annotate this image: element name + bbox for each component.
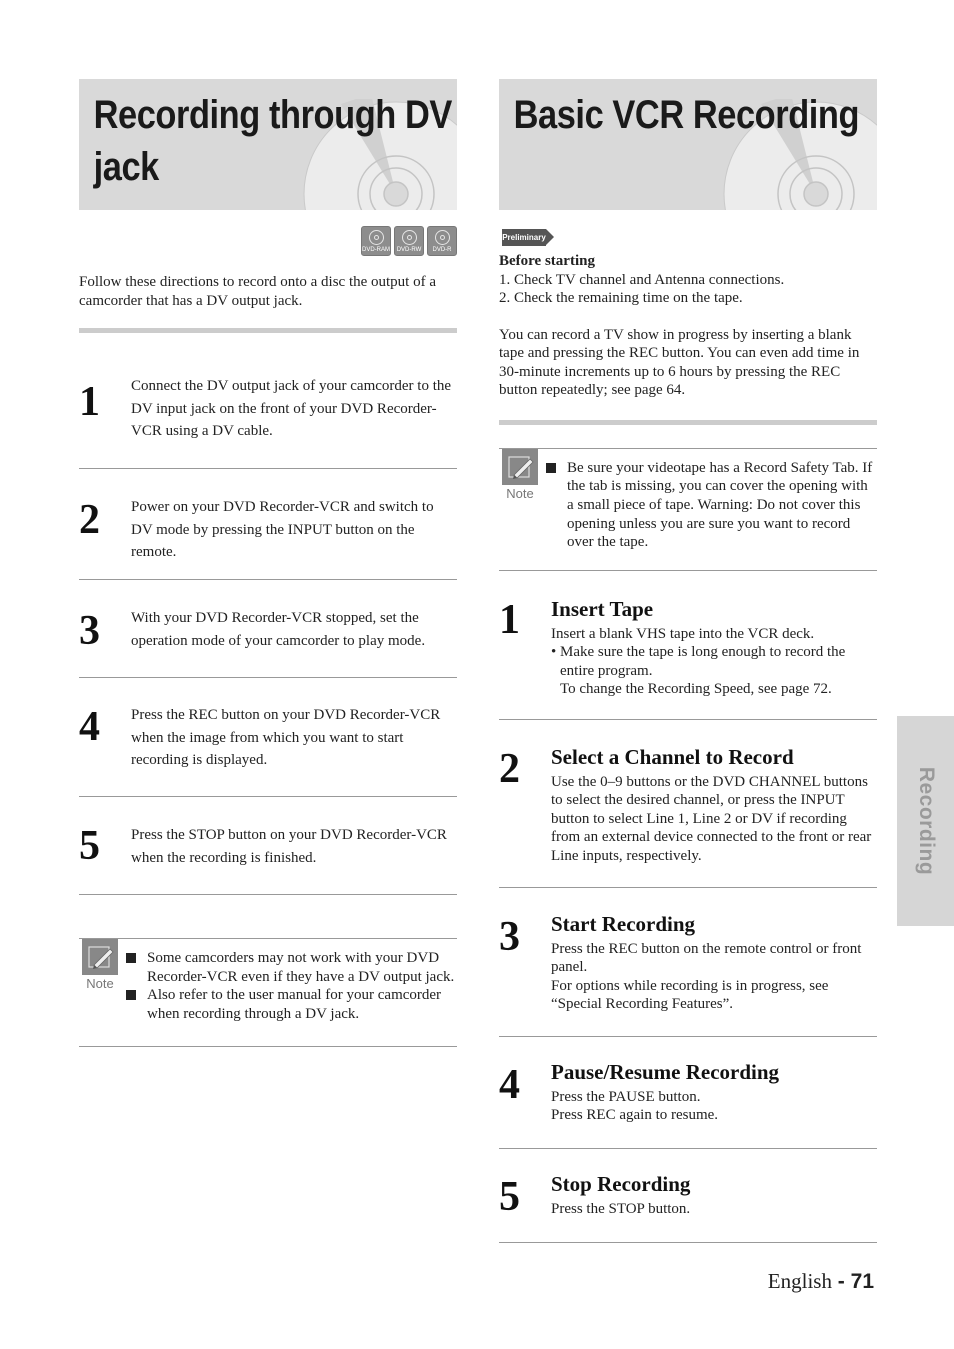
- step-number: 3: [499, 913, 520, 960]
- note-item: Be sure your videotape has a Record Safety Tab. If the tab is missing, you can cover the opening with a small piece of tape. Warning: Do not cover this opening unless you are sure you want to record over the tape.: [545, 459, 877, 553]
- step-text: Use the 0–9 buttons or the DVD CHANNEL buttons to select the desired channel, or press the INPUT button to select Line 1, Line 2 or DV if recording from an external device connected to the front or rear Line inputs, respectively.: [551, 773, 872, 864]
- step-number: 1: [79, 379, 100, 425]
- step-number: 4: [79, 704, 100, 750]
- footer-language: English: [767, 1269, 832, 1293]
- step-number: 2: [79, 497, 100, 543]
- disc-icon: [435, 230, 450, 245]
- intro-text: Follow these directions to record onto a disc the output of a camcorder that has a DV output jack.: [79, 274, 437, 309]
- step-number: 1: [499, 596, 520, 643]
- vcr-step-1: [499, 571, 877, 720]
- left-column: [79, 79, 457, 1047]
- step-number: 5: [79, 823, 100, 869]
- step-heading: Select a Channel to Record: [551, 744, 794, 769]
- step-text: Power on your DVD Recorder-VCR and switch to DV mode by pressing the INPUT button on the remote.: [131, 499, 434, 560]
- step-number: 5: [499, 1173, 520, 1220]
- step-number: 2: [499, 745, 520, 792]
- dv-step-5: [79, 797, 457, 895]
- preliminary-tag: Preliminary: [499, 229, 559, 246]
- step-heading: Insert Tape: [551, 596, 654, 621]
- right-column: [499, 79, 877, 1243]
- note-item: Also refer to the user manual for your camcorder when recording through a DV jack.: [125, 986, 457, 1023]
- note-pencil-icon: Note: [502, 449, 538, 501]
- dv-step-1: [79, 333, 457, 469]
- page-footer: English - 71: [767, 1269, 874, 1293]
- section-side-tab: Recording: [897, 716, 954, 926]
- right-title-banner: [499, 79, 877, 210]
- page-title-right: Basic VCR Recording: [513, 93, 860, 137]
- right-note: [499, 448, 877, 571]
- dvd-ram-badge: DVD-RAM: [361, 226, 391, 256]
- step-heading: Pause/Resume Recording: [551, 1059, 780, 1084]
- step-text: Press the STOP button on your DVD Recorder-VCR when the recording is finished.: [131, 827, 447, 866]
- step-heading: Start Recording: [551, 911, 696, 936]
- dv-step-3: [79, 580, 457, 678]
- intro-paragraph: You can record a TV show in progress by inserting a blank tape and pressing the REC button. You can even add time in 30-minute increments up to 6 hours by pressing the REC button repeatedly; see page 64.: [499, 326, 860, 398]
- step-text: Press the REC button on your DVD Recorder-VCR when the image from which you want to start recording is displayed.: [131, 707, 441, 768]
- before-starting: Before starting 1. Check TV channel and Antenna connections. 2. Check the remaining time on the tape.: [499, 253, 785, 306]
- page-number: 71: [850, 1270, 874, 1293]
- step-text: Press the STOP button.: [551, 1200, 691, 1217]
- step-text: With your DVD Recorder-VCR stopped, set the operation mode of your camcorder to play mode.: [131, 610, 426, 649]
- dv-step-4: [79, 678, 457, 797]
- note-list: [545, 459, 877, 553]
- dvd-rw-badge: DVD-RW: [394, 226, 424, 256]
- step-text: Press the REC button on the remote control or front panel. For options while recording is in progress, see “Special Recording Features”.: [551, 940, 862, 1012]
- step-text: Connect the DV output jack of your camcorder to the DV input jack on the front of your DVD Recorder-VCR using a DV cable.: [131, 378, 452, 439]
- vcr-step-5: [499, 1149, 877, 1243]
- left-note: [79, 938, 457, 1047]
- note-item: Some camcorders may not work with your DVD Recorder-VCR even if they have a DV output jack.: [125, 949, 457, 986]
- left-title-banner: [79, 79, 457, 210]
- step-heading: Stop Recording: [551, 1171, 691, 1196]
- arrow-icon: [546, 229, 554, 245]
- dv-step-2: [79, 469, 457, 580]
- step-number: 4: [499, 1061, 520, 1108]
- note-pencil-icon: Note: [82, 939, 118, 991]
- section-divider: [499, 420, 877, 425]
- step-text: Press the PAUSE button. Press REC again to resume.: [551, 1088, 719, 1123]
- page-title-left: Recording through DV jack: [93, 93, 452, 189]
- step-number: 3: [79, 608, 100, 654]
- dvd-r-badge: DVD-R: [427, 226, 457, 256]
- disc-type-badges: [79, 226, 457, 256]
- vcr-step-3: [499, 888, 877, 1037]
- step-text: Insert a blank VHS tape into the VCR deck. • Make sure the tape is long enough to record the entire program. To change the Recording Speed, see page 72.: [551, 625, 846, 697]
- note-list: [125, 949, 457, 1024]
- vcr-step-4: [499, 1037, 877, 1149]
- disc-icon: [369, 230, 384, 245]
- disc-icon: [402, 230, 417, 245]
- vcr-step-2: [499, 720, 877, 888]
